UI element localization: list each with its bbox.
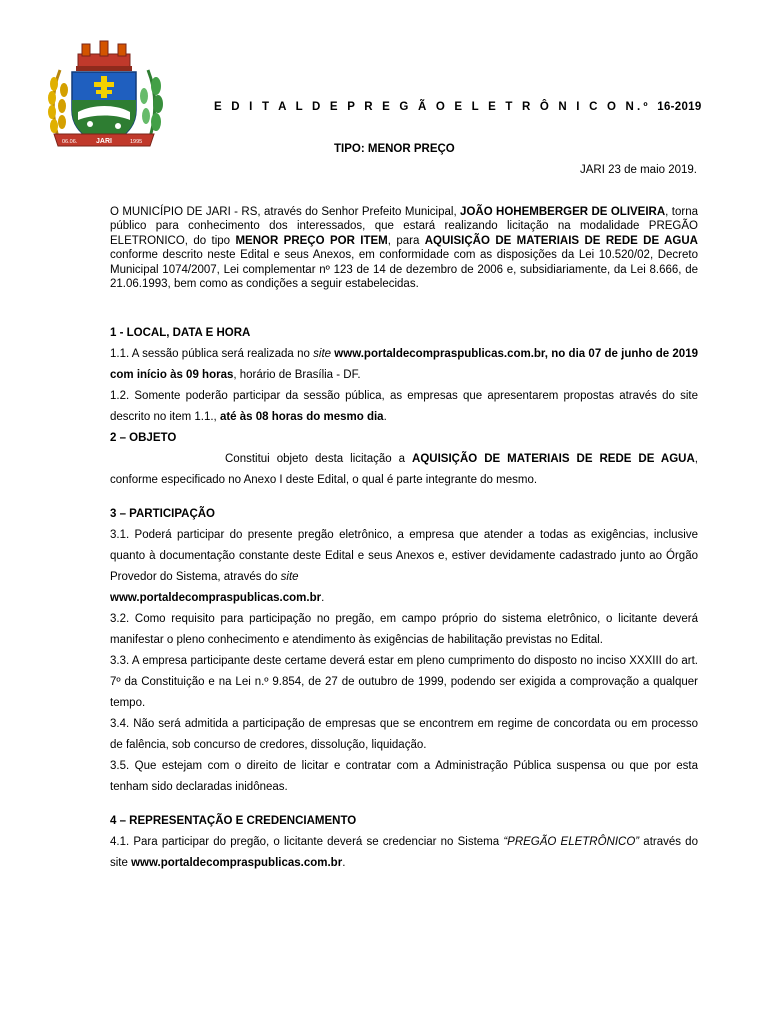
clause-1-1: 1.1. A sessão pública será realizada no site www.portaldecompraspublicas.com.br, no dia 07 de junho de 2019 com início às 09 horas, horário de Brasília - DF. <box>110 348 698 381</box>
section-3-heading: 3 – PARTICIPAÇÃO <box>110 508 216 520</box>
svg-text:06.06.: 06.06. <box>62 139 78 145</box>
clause-2-objeto: Constitui objeto desta licitação a AQUISIÇÃO DE MATERIAIS DE REDE DE AGUA, conforme especificado no Anexo I deste Edital, o qual é parte integrante do mesmo. <box>110 453 698 486</box>
section-1-heading: 1 - LOCAL, DATA E HORA <box>110 327 251 339</box>
tipo-label: TIPO: MENOR PREÇO <box>334 143 455 155</box>
svg-text:1995: 1995 <box>130 139 143 145</box>
wheat-branch-icon <box>48 70 68 144</box>
clause-3-4: 3.4. Não será admitida a participação de empresas que se encontrem em regime de concordata ou em processo de falência, sob concurso de credores, dissolução, liquidação. <box>110 718 698 751</box>
municipal-coat-of-arms <box>38 40 170 152</box>
intro-paragraph: O MUNICÍPIO DE JARI - RS, através do Senhor Prefeito Municipal, JOÃO HOHEMBERGER DE OLIVEIRA, torna público para conhecimento dos interessados, que estará realizando licitação na modalidade PREGÃO ELETRONICO, do tipo MENOR PREÇO POR ITEM, para AQUISIÇÃO DE MATERIAIS DE REDE DE AGUA conforme descrito neste Edital e seus Anexos, em conformidade com as disposições da Lei 10.520/02, Decreto Municipal 1074/2007, Lei complementar nº 123 de 14 de dezembro de 2006 e, subsidiariamente, da Lei 8.666, de 21.06.1993, bem como as condições a seguir estabelecidas. <box>110 206 698 291</box>
document-date: JARI 23 de maio 2019. <box>580 164 697 176</box>
ribbon-banner <box>54 134 154 146</box>
corn-branch-icon <box>140 70 163 144</box>
clause-3-3: 3.3. A empresa participante deste certame deverá estar em pleno cumprimento do disposto no inciso XXXIII do art. 7º da Constituição e na Lei n.º 9.854, de 27 de outubro de 1999, podendo ser exigida a comprovação a qualquer tempo. <box>110 655 698 709</box>
document-body <box>110 323 698 874</box>
clause-4-1: 4.1. Para participar do pregão, o licitante deverá se credenciar no Sistema “PREGÃO ELETRÔNICO” através do site www.portaldecompraspublicas.com.br. <box>110 836 698 869</box>
clause-3-5: 3.5. Que estejam com o direito de licitar e contratar com a Administração Pública suspensa ou que por esta tenham sido declaradas inidôneas. <box>110 760 698 793</box>
clause-3-1: 3.1. Poderá participar do presente pregão eletrônico, a empresa que atender a todas as exigências, inclusive quanto à documentação constante deste Edital e seus Anexos e, estiver devidamente cadastrado junto ao Órgão Provedor do Sistema, através do site www.portaldecompraspublicas.com.br. <box>110 529 698 604</box>
clause-1-2: 1.2. Somente poderão participar da sessão pública, as empresas que apresentarem propostas através do site descrito no item 1.1., até às 08 horas do mesmo dia. <box>110 390 698 423</box>
crown-icon <box>76 41 132 71</box>
shield-icon <box>72 72 136 144</box>
clause-3-2: 3.2. Como requisito para participação no pregão, em campo próprio do sistema eletrônico, o licitante deverá manifestar o pleno conhecimento e atendimento às exigências de habilitação previstas no Edital. <box>110 613 698 646</box>
document-title: E D I T A L D E P R E G Ã O E L E T R Ô N I C O N.º 16-2019 <box>214 101 702 113</box>
section-4-heading: 4 – REPRESENTAÇÃO E CREDENCIAMENTO <box>110 815 357 827</box>
svg-text:JARI: JARI <box>96 138 112 145</box>
section-2-heading: 2 – OBJETO <box>110 432 177 444</box>
